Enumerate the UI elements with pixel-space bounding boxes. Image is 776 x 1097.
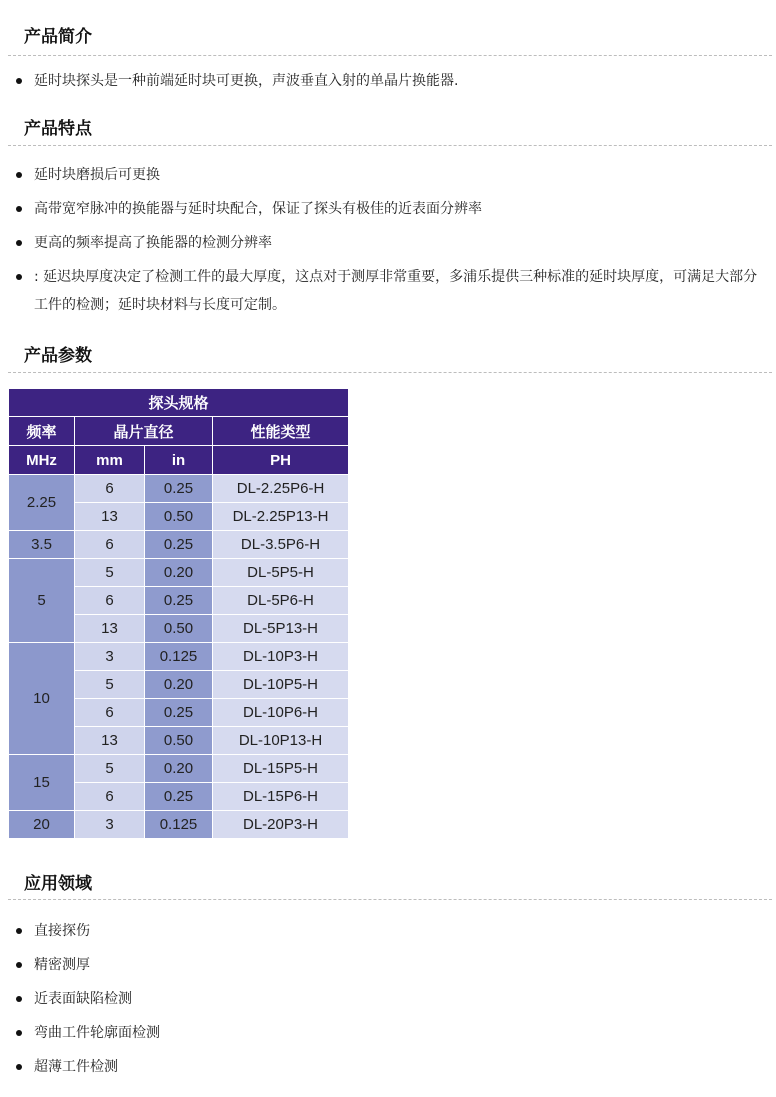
bullet-dot-icon	[16, 996, 22, 1002]
bullet-dot-icon	[16, 78, 22, 84]
mm-cell: 6	[75, 475, 145, 503]
model-cell: DL-10P3-H	[213, 643, 349, 671]
model-cell: DL-10P5-H	[213, 671, 349, 699]
bullet-dot-icon	[16, 1030, 22, 1036]
header-freq-unit: MHz	[9, 446, 75, 475]
application-item	[16, 1053, 756, 1081]
model-cell: DL-3.5P6-H	[213, 531, 349, 559]
in-cell: 0.20	[145, 559, 213, 587]
model-cell: DL-15P6-H	[213, 783, 349, 811]
model-cell: DL-10P13-H	[213, 727, 349, 755]
table-row	[9, 475, 349, 503]
freq-cell: 20	[9, 811, 75, 839]
spec-table	[8, 388, 349, 839]
table-row	[9, 811, 349, 839]
mm-cell: 6	[75, 531, 145, 559]
application-item	[16, 917, 756, 945]
mm-cell: 13	[75, 727, 145, 755]
header-ph: PH	[213, 446, 349, 475]
header-diameter: 晶片直径	[75, 417, 213, 446]
bullet-dot-icon	[16, 240, 22, 246]
in-cell: 0.25	[145, 475, 213, 503]
params-divider	[8, 372, 772, 373]
feature-item-text: 延时块磨损后可更换	[34, 167, 160, 183]
feature-item	[16, 229, 756, 257]
in-cell: 0.50	[145, 503, 213, 531]
bullet-dot-icon	[16, 206, 22, 212]
in-cell: 0.25	[145, 783, 213, 811]
application-item-text: 精密测厚	[34, 957, 90, 973]
mm-cell: 13	[75, 615, 145, 643]
in-cell: 0.20	[145, 755, 213, 783]
mm-cell: 6	[75, 783, 145, 811]
intro-item	[16, 67, 756, 95]
bullet-dot-icon	[16, 928, 22, 934]
in-cell: 0.25	[145, 699, 213, 727]
features-divider	[8, 145, 772, 146]
feature-item	[16, 161, 756, 189]
intro-divider	[8, 55, 772, 56]
application-item-text: 直接探伤	[34, 923, 90, 939]
freq-cell: 5	[9, 559, 75, 643]
freq-cell: 3.5	[9, 531, 75, 559]
in-cell: 0.50	[145, 615, 213, 643]
applications-title: 应用领域	[24, 874, 92, 894]
header-type: 性能类型	[213, 417, 349, 446]
model-cell: DL-10P6-H	[213, 699, 349, 727]
table-row	[9, 643, 349, 671]
freq-cell: 2.25	[9, 475, 75, 531]
application-item	[16, 985, 756, 1013]
mm-cell: 5	[75, 755, 145, 783]
freq-cell: 10	[9, 643, 75, 755]
in-cell: 0.125	[145, 643, 213, 671]
model-cell: DL-2.25P6-H	[213, 475, 349, 503]
model-cell: DL-20P3-H	[213, 811, 349, 839]
feature-item	[16, 263, 761, 319]
model-cell: DL-5P6-H	[213, 587, 349, 615]
application-item-text: 近表面缺陷检测	[34, 991, 132, 1007]
mm-cell: 6	[75, 699, 145, 727]
in-cell: 0.25	[145, 587, 213, 615]
table-row	[9, 531, 349, 559]
in-cell: 0.50	[145, 727, 213, 755]
feature-item	[16, 195, 756, 223]
feature-item-text: : 延迟块厚度决定了检测工件的最大厚度，这点对于测厚非常重要，多浦乐提供三种标准的延时块厚度，可满足大部分工件的检测；延时块材料与长度可定制。	[34, 269, 758, 313]
bullet-dot-icon	[16, 962, 22, 968]
intro-item-text: 延时块探头是一种前端延时块可更换，声波垂直入射的单晶片换能器.	[34, 73, 459, 89]
bullet-dot-icon	[16, 274, 22, 280]
intro-title: 产品简介	[24, 27, 92, 47]
mm-cell: 5	[75, 559, 145, 587]
application-item	[16, 1019, 756, 1047]
spec-table-body	[9, 475, 349, 839]
freq-cell: 15	[9, 755, 75, 811]
in-cell: 0.125	[145, 811, 213, 839]
model-cell: DL-15P5-H	[213, 755, 349, 783]
table-row	[9, 559, 349, 587]
bullet-dot-icon	[16, 172, 22, 178]
mm-cell: 3	[75, 811, 145, 839]
model-cell: DL-5P5-H	[213, 559, 349, 587]
application-item	[16, 951, 756, 979]
mm-cell: 3	[75, 643, 145, 671]
feature-item-text: 高带宽窄脉冲的换能器与延时块配合，保证了探头有极佳的近表面分辨率	[34, 201, 482, 217]
table-caption: 探头规格	[9, 389, 349, 417]
mm-cell: 13	[75, 503, 145, 531]
header-in: in	[145, 446, 213, 475]
application-item-text: 超薄工件检测	[34, 1059, 118, 1075]
mm-cell: 5	[75, 671, 145, 699]
application-item-text: 弯曲工件轮廓面检测	[34, 1025, 160, 1041]
features-title: 产品特点	[24, 119, 92, 139]
model-cell: DL-2.25P13-H	[213, 503, 349, 531]
header-freq: 频率	[9, 417, 75, 446]
in-cell: 0.25	[145, 531, 213, 559]
model-cell: DL-5P13-H	[213, 615, 349, 643]
in-cell: 0.20	[145, 671, 213, 699]
bullet-dot-icon	[16, 1064, 22, 1070]
table-row	[9, 755, 349, 783]
applications-divider	[8, 899, 772, 900]
header-mm: mm	[75, 446, 145, 475]
mm-cell: 6	[75, 587, 145, 615]
params-title: 产品参数	[24, 346, 92, 366]
feature-item-text: 更高的频率提高了换能器的检测分辨率	[34, 235, 272, 251]
